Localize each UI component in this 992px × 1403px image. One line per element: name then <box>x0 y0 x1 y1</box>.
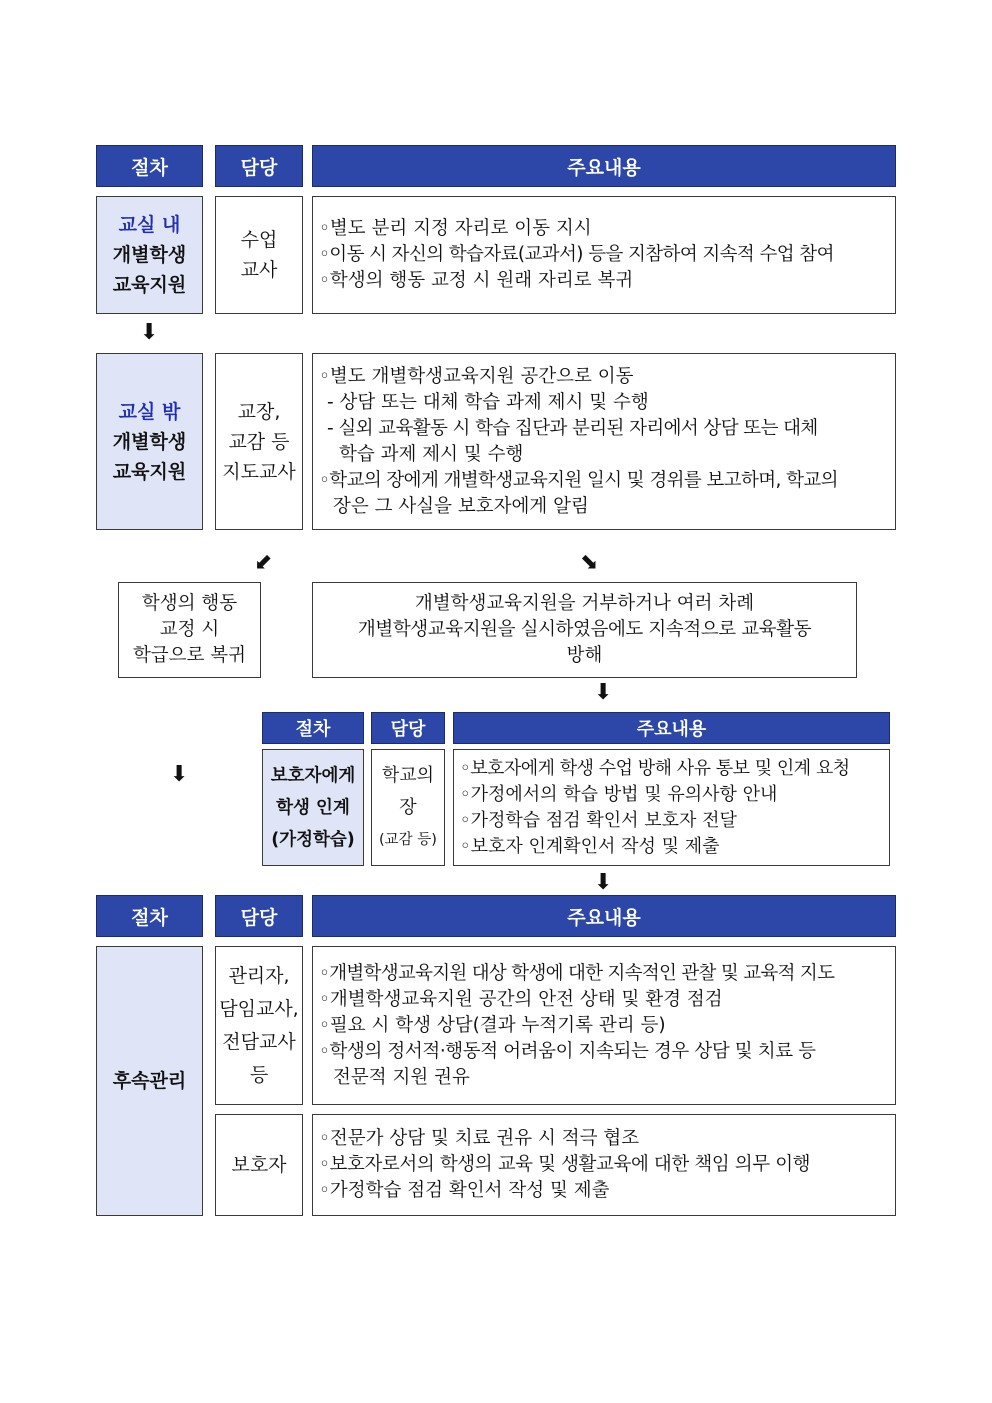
step4-row1-content-line: ◦개별학생교육지원 대상 학생에 대한 지속적인 관찰 및 교육적 지도 <box>319 962 835 984</box>
step3-content-line: ◦보호자에게 학생 수업 방해 사유 통보 및 인계 요청 <box>460 757 850 779</box>
step2-content-line: ◦별도 개별학생교육지원 공간으로 이동 <box>319 365 634 387</box>
step1-responsible-line1: 수업 <box>240 229 278 251</box>
step2-procedure <box>96 353 203 530</box>
branch-return-line: 학생의 행동 <box>141 593 238 614</box>
step3-content-line: ◦가정에서의 학습 방법 및 유의사항 안내 <box>460 783 778 805</box>
step1-procedure-line3: 교육지원 <box>112 274 187 296</box>
step3-procedure-line2: 학생 인계 <box>276 797 350 818</box>
down-arrow-icon: ⬇ <box>594 680 613 705</box>
step4-row2-responsible <box>215 1114 303 1216</box>
step4-row1-content-line: ◦학생의 정서적·행동적 어려움이 지속되는 경우 상담 및 치료 등 <box>319 1040 816 1062</box>
header-main-content: 주요내용 <box>312 145 896 187</box>
step4-row2-content-line: ◦보호자로서의 학생의 교육 및 생활교육에 대한 책임 의무 이행 <box>319 1154 811 1175</box>
step1-content-line: ◦이동 시 자신의 학습자료(교과서) 등을 지참하여 지속적 수업 참여 <box>319 244 834 265</box>
step1-procedure <box>96 196 203 314</box>
step1-responsible <box>215 196 303 314</box>
step3-content-line: ◦가정학습 점검 확인서 보호자 전달 <box>460 809 737 831</box>
step3-procedure-line3: (가정학습) <box>271 829 355 850</box>
step4-row2-content <box>312 1114 896 1216</box>
step3-content-line: ◦보호자 인계확인서 작성 및 제출 <box>460 835 720 857</box>
branch-return-box <box>118 582 261 678</box>
step1-content-line: ◦별도 분리 지정 자리로 이동 지시 <box>319 218 592 239</box>
step3-responsible-line2: 장 <box>399 796 417 818</box>
step4-row1-responsible <box>215 946 303 1105</box>
step4-row2-content-line: ◦전문가 상담 및 치료 권유 시 적극 협조 <box>319 1128 640 1149</box>
step3-header-responsible: 담당 <box>371 712 445 744</box>
step2-responsible <box>215 353 303 530</box>
step4-row1-content <box>312 946 896 1105</box>
down-arrow-icon: ⬇ <box>140 320 159 345</box>
down-left-arrow-icon: ⬋ <box>254 550 273 575</box>
branch-refusal-box <box>312 582 857 678</box>
header-responsible: 담당 <box>215 145 303 187</box>
step4-row1-content-line: ◦필요 시 학생 상담(결과 누적기록 관리 등) <box>319 1014 666 1036</box>
branch-refusal-line: 개별학생교육지원을 거부하거나 여러 차례 <box>414 593 755 614</box>
step2-procedure-line2: 개별학생 <box>112 430 187 453</box>
branch-refusal-line: 개별학생교육지원을 실시하였음에도 지속적으로 교육활동 <box>357 619 812 640</box>
step4-procedure-label: 후속관리 <box>112 1070 187 1092</box>
step3-procedure-line1: 보호자에게 <box>270 765 356 786</box>
step1-procedure-line2: 개별학생 <box>112 244 187 266</box>
step4-row1-responsible-line: 전담교사 <box>222 1030 296 1053</box>
step4-row1-content-line: ◦개별학생교육지원 공간의 안전 상태 및 환경 점검 <box>319 988 723 1010</box>
step1-procedure-line1: 교실 내 <box>118 214 181 236</box>
branch-return-line: 교정 시 <box>159 619 220 640</box>
step3-header-procedure: 절차 <box>262 712 364 744</box>
step2-content-line: 학습 과제 제시 및 수행 <box>339 443 524 465</box>
step2-content <box>312 353 896 530</box>
branch-return-line: 학급으로 복귀 <box>132 645 247 666</box>
step2-content-line: - 상담 또는 대체 학습 과제 제시 및 수행 <box>327 391 649 413</box>
down-arrow-icon: ⬇ <box>170 762 189 787</box>
step3-header-main-content: 주요내용 <box>453 712 890 744</box>
step1-content <box>312 196 896 314</box>
step4-row2-content-line: ◦가정학습 점검 확인서 작성 및 제출 <box>319 1180 610 1201</box>
step1-content-line: ◦학생의 행동 교정 시 원래 자리로 복귀 <box>319 270 634 291</box>
down-right-arrow-icon: ⬊ <box>580 550 599 575</box>
step2-content-line: ◦학교의 장에게 개별학생교육지원 일시 및 경위를 보고하며, 학교의 <box>319 469 838 491</box>
step4-header-main-content: 주요내용 <box>312 895 896 937</box>
branch-refusal-line: 방해 <box>566 645 603 666</box>
step2-content-line: - 실외 교육활동 시 학습 집단과 분리된 자리에서 상담 또는 대체 <box>327 417 818 439</box>
step3-content <box>453 749 890 866</box>
step2-responsible-line1: 교장, <box>237 400 281 423</box>
step2-procedure-line3: 교육지원 <box>112 460 187 483</box>
step4-procedure <box>96 946 203 1216</box>
down-arrow-icon: ⬇ <box>594 870 613 895</box>
step1-responsible-line2: 교사 <box>240 259 278 281</box>
step4-row1-responsible-line: 등 <box>249 1063 269 1086</box>
step2-procedure-line1: 교실 밖 <box>118 400 181 423</box>
step4-row1-responsible-line: 담임교사, <box>219 997 299 1020</box>
step3-responsible <box>371 749 445 866</box>
step4-header-responsible: 담당 <box>215 895 303 937</box>
step3-responsible-line1: 학교의 <box>381 764 435 786</box>
step2-responsible-line2: 교감 등 <box>228 430 290 453</box>
header-procedure: 절차 <box>96 145 203 187</box>
step4-header-procedure: 절차 <box>96 895 203 937</box>
step4-row1-responsible-line: 관리자, <box>228 964 290 987</box>
step4-row2-responsible-label: 보호자 <box>231 1154 287 1176</box>
step2-content-line: 장은 그 사실을 보호자에게 알림 <box>333 495 589 517</box>
step4-row1-content-line: 전문적 지원 권유 <box>333 1066 470 1088</box>
step3-responsible-line3: (교감 등) <box>379 831 437 848</box>
step2-responsible-line3: 지도교사 <box>222 460 296 483</box>
step3-procedure <box>262 749 364 866</box>
